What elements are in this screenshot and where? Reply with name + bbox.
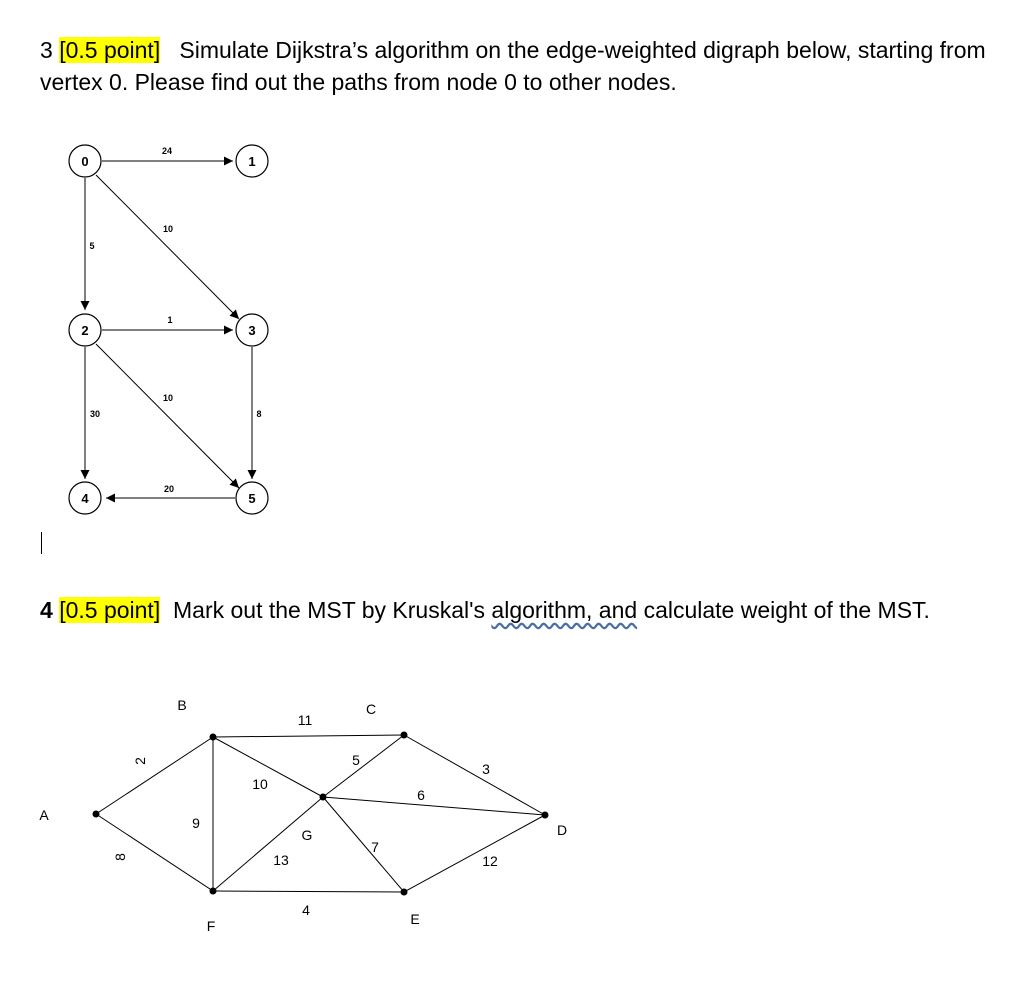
mst-weights [112, 712, 498, 918]
vertex-G-label: G [301, 827, 313, 843]
node-1-label: 1 [248, 154, 256, 169]
vertex-D-dot [542, 812, 549, 819]
weight-2-3: 1 [167, 315, 173, 325]
weight-G-D: 6 [417, 787, 425, 803]
weight-F-G: 13 [273, 852, 289, 868]
node-0-label: 0 [81, 154, 89, 169]
vertex-E-dot [401, 889, 408, 896]
weight-C-D: 3 [482, 761, 490, 777]
weight-2-4: 30 [89, 409, 101, 419]
weight-A-B: 2 [132, 757, 148, 765]
question-4-underlined-text: algorithm, and [491, 597, 638, 623]
edge-G-D [323, 797, 545, 815]
vertex-B-label: B [177, 697, 187, 713]
node-3-label: 3 [248, 323, 256, 338]
edge-0-3 [96, 175, 239, 319]
vertex-B-dot [210, 734, 217, 741]
weight-B-G: 10 [252, 776, 268, 792]
question-3-points: [0.5 point] [59, 37, 161, 63]
weight-0-1: 24 [161, 146, 173, 156]
question-4-text [40, 594, 1000, 626]
question-3-number: 3 [40, 37, 53, 63]
vertex-F-label: F [206, 918, 216, 934]
vertex-C-dot [401, 732, 408, 739]
node-5-label: 5 [248, 491, 256, 506]
weight-B-C: 11 [297, 712, 313, 728]
node-1 [236, 145, 268, 177]
node-2 [69, 314, 101, 346]
node-3 [236, 314, 268, 346]
vertex-E-label: E [410, 911, 420, 927]
edge-A-B [96, 737, 213, 814]
vertex-A-label: A [39, 807, 49, 823]
edge-2-5 [96, 344, 239, 488]
weight-G-C: 5 [352, 752, 360, 768]
question-4-body-start: Mark out the MST by Kruskal's [173, 597, 486, 623]
weight-3-5: 8 [256, 409, 262, 419]
digraph [85, 161, 252, 498]
edge-B-G [213, 737, 323, 797]
mst-graph [96, 735, 545, 892]
mst-vertices [93, 732, 549, 896]
question-3-body: Simulate Dijkstra’s algorithm on the edge-weighted digraph below, starting from vertex 0. Please find out the paths from node 0 to other nodes. [40, 37, 986, 95]
edge-G-E [323, 797, 404, 892]
vertex-F-dot [210, 888, 217, 895]
weight-5-4: 20 [163, 484, 175, 494]
edge-G-C [323, 735, 404, 797]
weight-G-E: 7 [371, 839, 379, 855]
question-4-points: [0.5 point] [59, 597, 161, 623]
text-cursor [41, 532, 42, 554]
edge-E-D [404, 815, 545, 892]
vertex-A-dot [93, 811, 100, 818]
edge-F-E [213, 891, 404, 892]
node-5 [236, 482, 268, 514]
weight-2-5: 10 [162, 393, 174, 403]
edge-B-C [213, 735, 404, 737]
question-4-number: 4 [40, 597, 53, 623]
question-4-body-end: calculate weight of the MST. [643, 597, 930, 623]
edge-F-G [213, 797, 323, 891]
weight-0-2: 5 [89, 241, 95, 251]
node-0 [69, 145, 101, 177]
weight-0-3: 10 [162, 224, 174, 234]
edge-C-D [404, 735, 545, 815]
node-4-label: 4 [81, 491, 89, 506]
weight-E-D: 12 [482, 853, 498, 869]
weight-A-F: 8 [112, 853, 128, 861]
weight-B-F: 9 [192, 815, 200, 831]
weight-F-E: 4 [302, 902, 310, 918]
digraph-weights [89, 146, 261, 494]
node-2-label: 2 [81, 323, 89, 338]
vertex-D-label: D [556, 822, 568, 838]
mst-vertex-labels [39, 697, 567, 934]
vertex-C-label: C [365, 701, 377, 717]
node-4 [69, 482, 101, 514]
vertex-G-dot [320, 794, 327, 801]
